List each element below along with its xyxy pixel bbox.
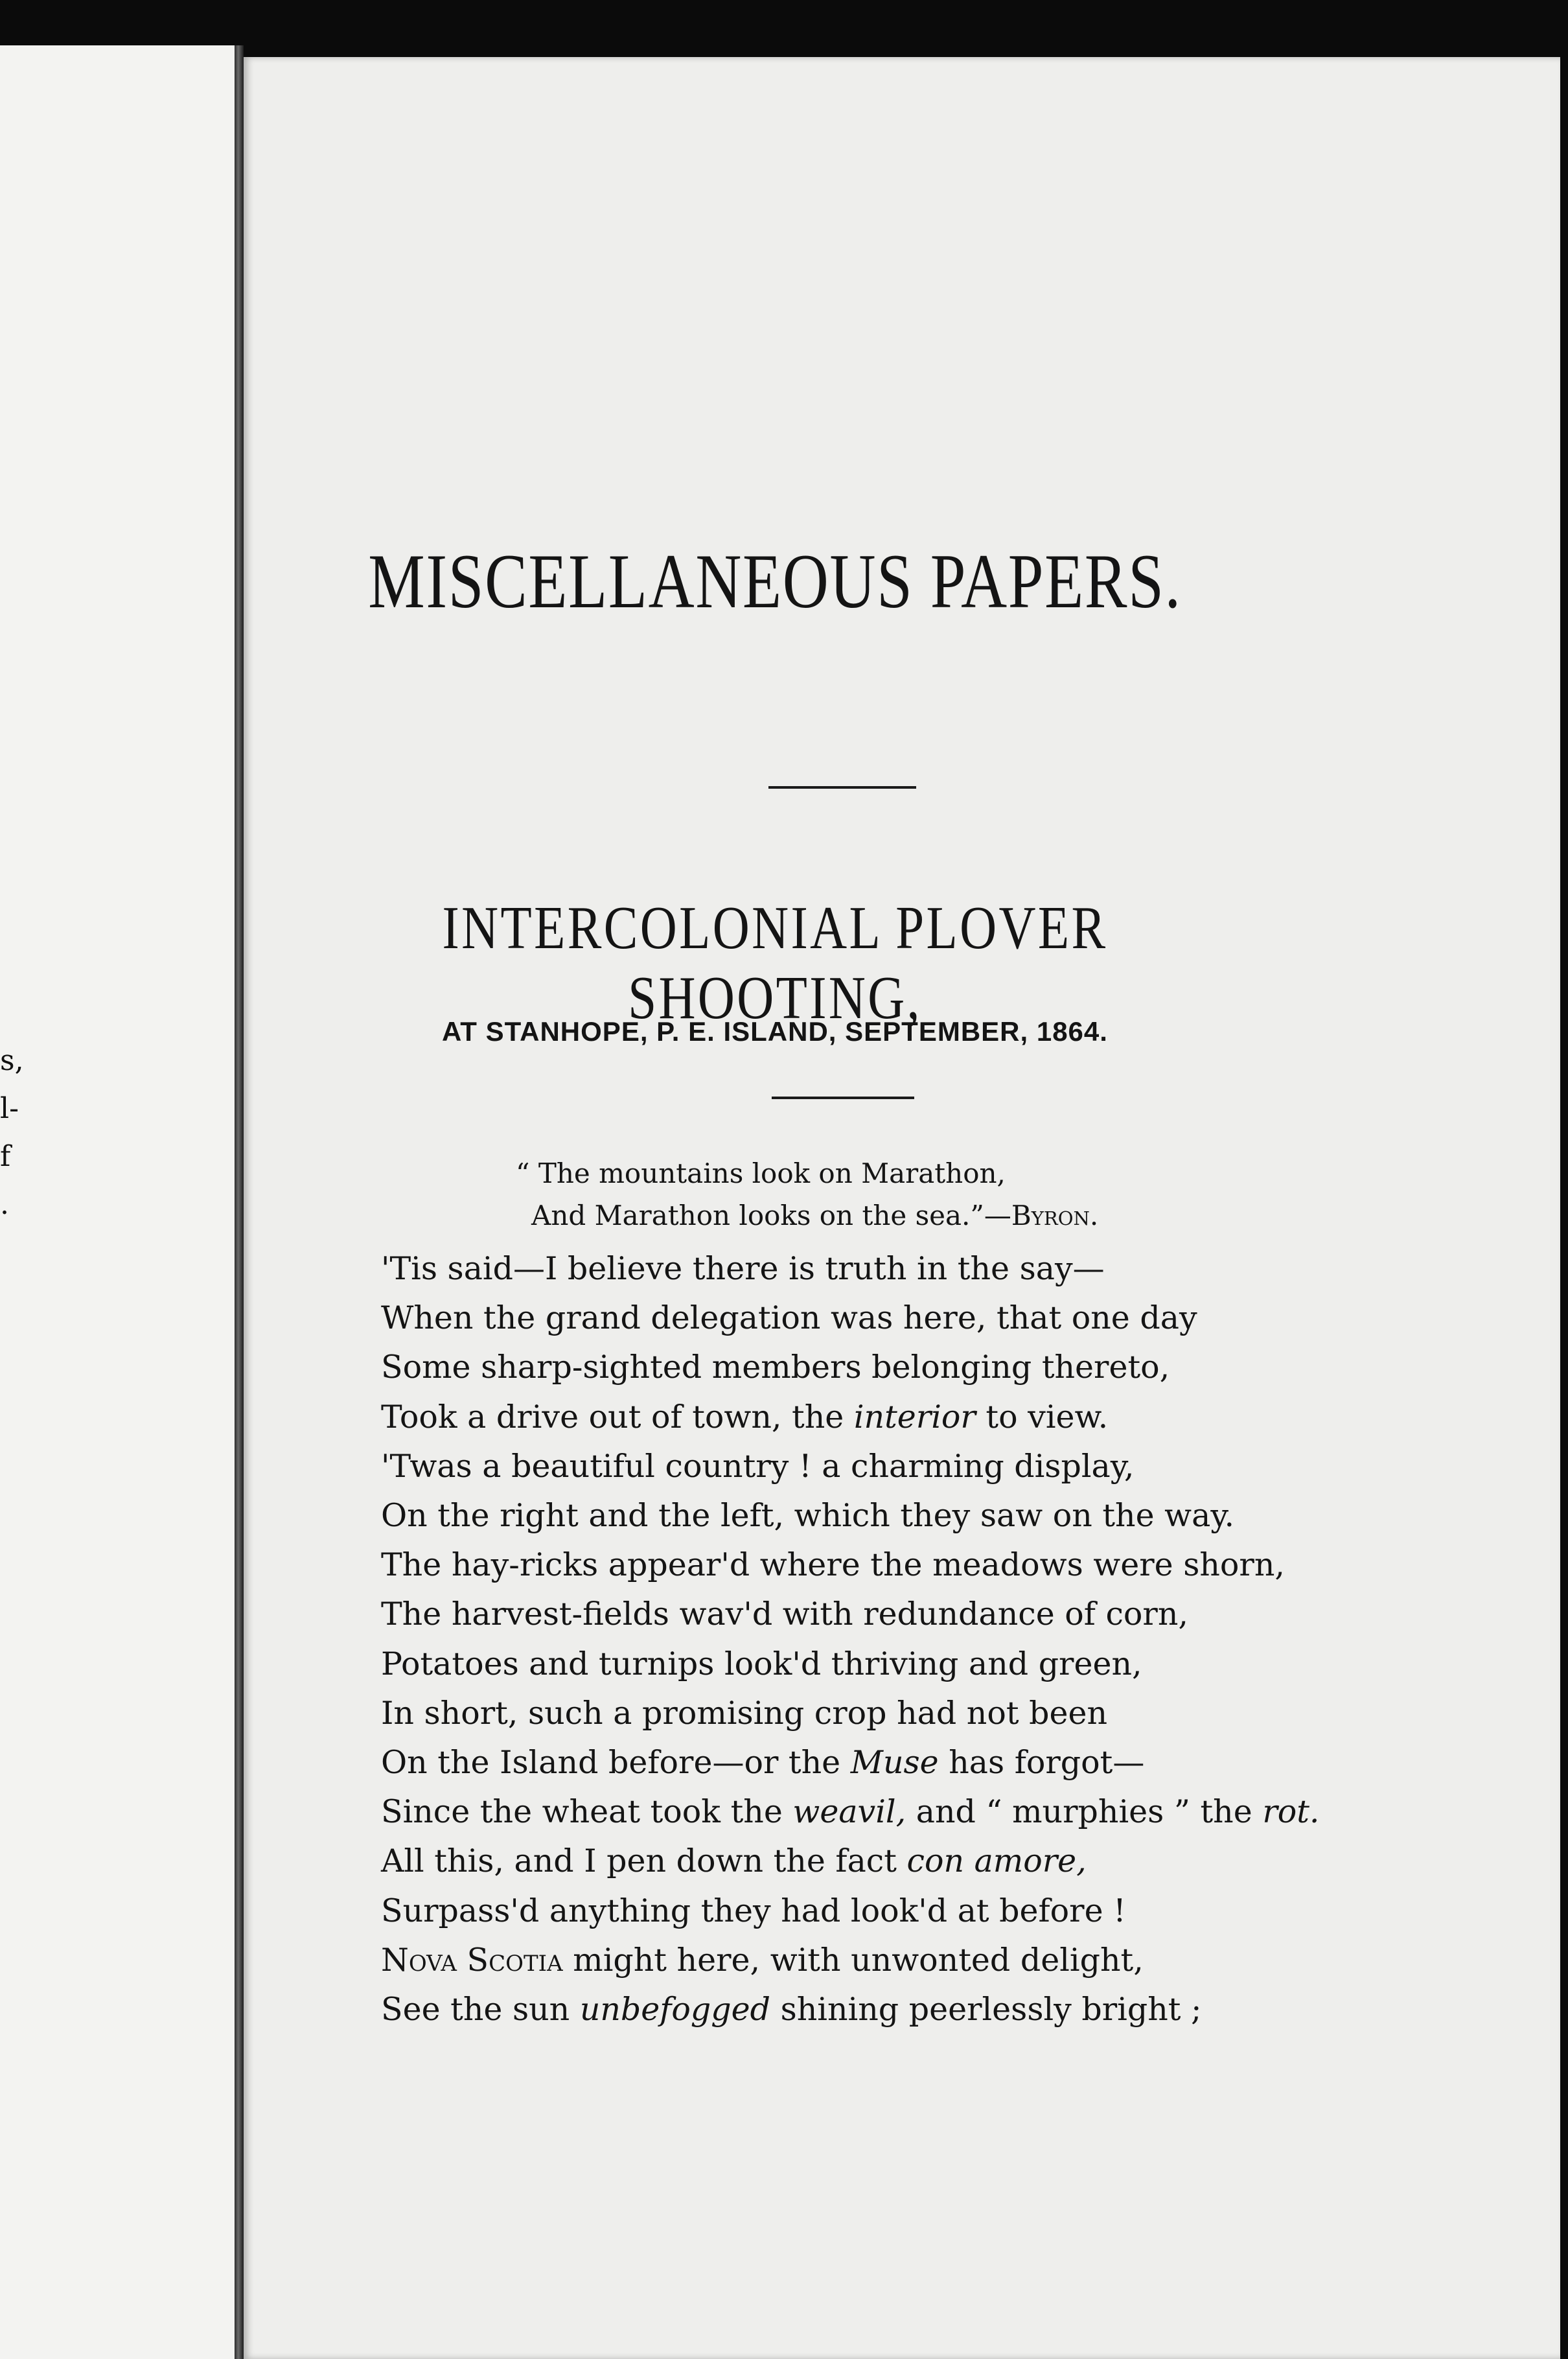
poem-italic-text: weavil, [792,1793,906,1831]
left-page [0,45,241,2359]
poem-italic-text: rot. [1262,1793,1320,1831]
poem-text: All this, and I pen down the fact [381,1842,907,1880]
poem-text: Surpass'd anything they had look'd at before ! [381,1892,1126,1929]
left-fragment: l- [0,1092,19,1125]
poem-text: and “ murphies ” the [906,1793,1263,1831]
poem-text: The hay-ricks appear'd where the meadows were shorn, [381,1546,1285,1584]
poem-line [381,1936,1405,1985]
poem-text: On the right and the left, which they saw on the way. [381,1497,1235,1535]
poem-line [381,1491,1405,1540]
poem-line [381,1393,1405,1442]
poem-line [381,1738,1405,1787]
poem-text: The harvest-fields wav'd with redundance of corn, [381,1596,1188,1633]
poem-text: 'Tis said—I believe there is truth in the say— [381,1250,1105,1287]
poem-line [381,1540,1405,1590]
epigraph-line [516,1194,1228,1237]
right-page [244,57,1560,2359]
poem-line [381,1442,1405,1491]
poem-text: Took a drive out of town, the [381,1398,854,1435]
poem-text: 'Twas a beautiful country ! a charming display, [381,1447,1135,1485]
left-fragment: . [0,1188,9,1221]
poem-italic-text: Muse [850,1744,939,1782]
poem-italic-text: unbefogged [579,1991,771,2028]
poem-line [381,1640,1405,1689]
poem-line [381,1985,1405,2034]
poem-text: shining peerlessly bright ; [770,1991,1202,2028]
poem-text: On the Island before—or the [381,1744,851,1782]
poem-body [381,1244,1405,2034]
poem-text: In short, such a promising crop had not been [381,1694,1108,1732]
poem-line [381,1343,1405,1392]
poem-text: See the sun [381,1991,580,2028]
poem-italic-text: interior [853,1398,976,1435]
poem-italic-text: con amore, [906,1842,1087,1880]
poem-text: Since the wheat took the [381,1793,793,1831]
paper-title: INTERCOLONIAL PLOVER SHOOTING, [442,894,1108,1032]
epigraph-line: “ The mountains look on Marathon, [516,1157,1006,1189]
poem-line [381,1787,1405,1837]
book-gutter [235,45,244,2359]
page-content [244,57,1560,2359]
paper-subtitle: AT STANHOPE, P. E. ISLAND, SEPTEMBER, 1864. [442,1016,1108,1047]
left-page-text-fragments [0,1037,26,1229]
page-title: MISCELLANEOUS PAPERS. [368,538,1182,624]
poem-smallcaps-text: Nova Scotia [381,1941,563,1979]
title-divider [768,786,916,789]
epigraph-attribution: Byron. [1011,1200,1099,1231]
poem-line [381,1294,1405,1343]
left-fragment: s, [0,1044,24,1077]
subtitle-divider [772,1097,914,1099]
poem-text: to view. [975,1398,1109,1435]
poem-line [381,1590,1405,1639]
poem-text: might here, with unwonted delight, [562,1941,1144,1979]
poem-text: Potatoes and turnips look'd thriving and green, [381,1645,1142,1682]
poem-line [381,1837,1405,1886]
epigraph-text: And Marathon looks on the sea.”— [531,1200,1011,1231]
poem-text: When the grand delegation was here, that one day [381,1299,1197,1337]
epigraph [516,1152,1228,1237]
poem-line [381,1689,1405,1738]
left-fragment: f [0,1140,11,1173]
poem-text: Some sharp-sighted members belonging thereto, [381,1349,1170,1386]
poem-line [381,1244,1405,1294]
poem-text: has forgot— [938,1744,1145,1782]
poem-line [381,1887,1405,1936]
